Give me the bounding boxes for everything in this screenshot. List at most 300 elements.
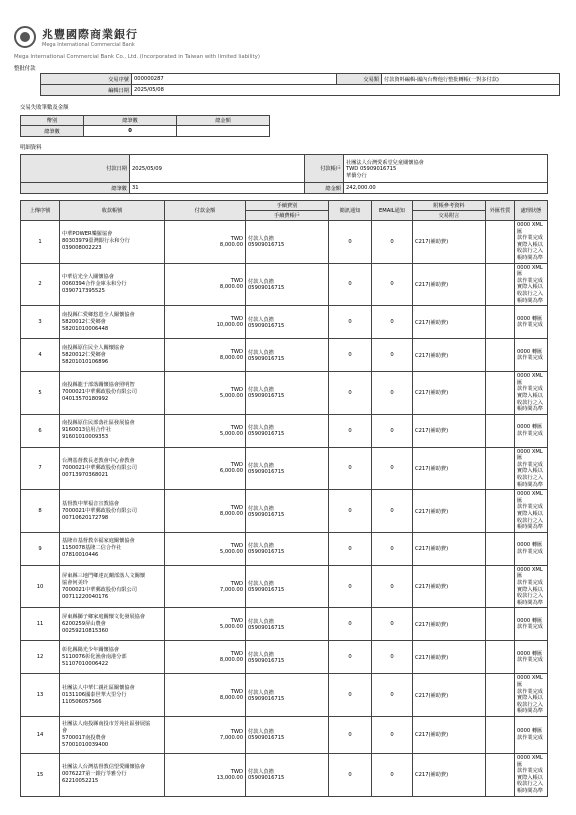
row-payee: [60, 753, 165, 796]
amount-value: 8,000.00: [219, 355, 243, 362]
payee-line: 7000021中華郵政股份有限公司: [62, 464, 137, 471]
status-line: 實際入帳以: [517, 392, 543, 399]
row-email: 0: [372, 532, 413, 565]
row-fee: [246, 447, 329, 490]
status-line: 款作業完成: [517, 430, 543, 437]
status-line: 收款行之入: [517, 290, 543, 297]
payee-line: 57001010039400: [62, 741, 109, 748]
row-payee: [60, 372, 165, 415]
txn-id-value: 000000287: [132, 74, 337, 85]
row-remit: [486, 414, 515, 447]
fee-type: 付款人負擔: [248, 651, 274, 658]
payee-line: 彰化縣陽光少年關懷協會: [62, 646, 120, 653]
fee-type: 付款人負擔: [248, 689, 274, 696]
status-line: 款作業完成: [517, 624, 543, 631]
row-memo: C217(補助費): [413, 221, 486, 264]
row-email: 0: [372, 753, 413, 796]
amount-value: 13,000.00: [216, 774, 243, 781]
payee-line: 110506057566: [62, 698, 102, 705]
status-line: 帳時間為準: [517, 524, 543, 531]
row-fee: [246, 414, 329, 447]
status-line: 0000 轉匯: [517, 348, 543, 355]
row-payee: [60, 339, 165, 372]
payee-line: 7000021中華郵政股份有限公司: [62, 586, 137, 593]
row-payee: [60, 447, 165, 490]
fail-row-count: 0: [84, 126, 177, 137]
detail-summary-table: [20, 154, 548, 194]
fee-account: 05909016715: [248, 735, 285, 742]
payee-line: 00710620172798: [62, 514, 109, 521]
amount-currency: TWD: [230, 580, 243, 587]
pay-date-label: 付款日期: [21, 155, 130, 183]
status-line: 收款行之入: [517, 781, 543, 788]
payer-account-value: [344, 155, 548, 183]
row-memo: C217(補助費): [413, 263, 486, 306]
status-line: 款作業完成: [517, 734, 543, 741]
row-email: 0: [372, 565, 413, 608]
row-sms: 0: [329, 674, 372, 717]
fee-type: 付款人負擔: [248, 729, 274, 736]
status-line: 帳時間為準: [517, 406, 543, 413]
col-fee-account: 手續費帳戶: [246, 211, 329, 221]
row-fee: [246, 641, 329, 674]
row-amount: [165, 565, 246, 608]
row-memo: C217(補助費): [413, 490, 486, 533]
row-email: 0: [372, 372, 413, 415]
status-line: 實際入帳以: [517, 695, 543, 702]
row-email: 0: [372, 716, 413, 753]
row-seq: 6: [21, 414, 60, 447]
fee-account: 05909016715: [248, 284, 285, 291]
row-seq: 14: [21, 716, 60, 753]
status-line: 款作業完成: [517, 688, 543, 695]
row-memo: C217(補助費): [413, 565, 486, 608]
payee-line: 5700017南投農會: [62, 734, 106, 741]
row-remit: [486, 565, 515, 608]
row-amount: [165, 372, 246, 415]
row-email: 0: [372, 221, 413, 264]
amount-value: 8,000.00: [219, 284, 243, 291]
fee-account: 05909016715: [248, 511, 285, 518]
table-row: [21, 641, 548, 674]
fee-account: 05909016715: [248, 775, 285, 782]
status-line: 0000 轉匯: [517, 424, 543, 431]
row-sms: 0: [329, 565, 372, 608]
row-remit: [486, 306, 515, 339]
status-line: 款作業完成: [517, 235, 543, 242]
row-payee: [60, 565, 165, 608]
payee-line: 6200259屏山農會: [62, 620, 106, 627]
status-line: 收款行之入: [517, 593, 543, 600]
row-amount: [165, 716, 246, 753]
payer-account-branch: 華僑分行: [346, 172, 367, 179]
status-line: 款作業完成: [517, 580, 543, 586]
fail-row-label: 總筆數: [21, 126, 84, 137]
fee-account: 05909016715: [248, 355, 285, 362]
amount-value: 7,000.00: [219, 586, 243, 593]
row-seq: 10: [21, 565, 60, 608]
row-fee: [246, 532, 329, 565]
row-email: 0: [372, 674, 413, 717]
col-email: EMAIL通知: [372, 201, 413, 221]
amount-value: 8,000.00: [219, 695, 243, 702]
total-count-label: 總筆數: [21, 183, 130, 194]
row-memo: C217(補助費): [413, 641, 486, 674]
row-payee: [60, 641, 165, 674]
row-memo: C217(補助費): [413, 532, 486, 565]
row-status: [515, 641, 548, 674]
row-payee: [60, 608, 165, 641]
row-amount: [165, 674, 246, 717]
row-memo: C217(補助費): [413, 372, 486, 415]
col-payee: 收款帳號: [60, 201, 165, 221]
row-seq: 11: [21, 608, 60, 641]
row-sms: 0: [329, 306, 372, 339]
payee-line: 0060394合作金庫永和分行: [62, 280, 127, 287]
row-payee: [60, 306, 165, 339]
row-status: [515, 608, 548, 641]
payee-line: 5820012仁愛鄉會: [62, 351, 106, 358]
fee-account: 05909016715: [248, 549, 285, 556]
row-status: [515, 565, 548, 608]
payee-line: 51107010006422: [62, 660, 109, 667]
row-memo: C217(補助費): [413, 674, 486, 717]
total-amount-value: 242,000.00: [344, 183, 548, 194]
status-line: 收款行之入: [517, 517, 543, 524]
row-seq: 4: [21, 339, 60, 372]
amount-value: 5,000.00: [219, 548, 243, 555]
table-row: [21, 674, 548, 717]
status-line: 帳時間為準: [517, 787, 543, 794]
table-row: [21, 490, 548, 533]
row-fee: [246, 339, 329, 372]
row-memo: C217(補助費): [413, 753, 486, 796]
amount-value: 8,000.00: [219, 511, 243, 518]
col-fee: 手續費別: [246, 201, 329, 211]
row-remit: [486, 263, 515, 306]
status-line: 實際入帳以: [517, 511, 543, 518]
row-seq: 9: [21, 532, 60, 565]
table-row: [21, 414, 548, 447]
row-sms: 0: [329, 608, 372, 641]
amount-currency: TWD: [230, 505, 243, 512]
status-line: 0000 XML匯: [517, 491, 543, 504]
payee-line: 80303979臺灣銀行永和分行: [62, 238, 130, 245]
col-sms: 簡訊通知: [329, 201, 372, 221]
payee-line: 00713970368021: [62, 471, 109, 478]
row-fee: [246, 263, 329, 306]
row-remit: [486, 716, 515, 753]
amount-value: 5,000.00: [219, 624, 243, 631]
row-seq: 5: [21, 372, 60, 415]
table-row: [21, 532, 548, 565]
amount-currency: TWD: [230, 542, 243, 549]
status-line: 帳時間為準: [517, 599, 543, 606]
row-fee: [246, 306, 329, 339]
status-line: 帳時間為準: [517, 254, 543, 261]
status-line: 0000 XML匯: [517, 448, 543, 462]
row-remit: [486, 339, 515, 372]
txn-id-label: 交易序號: [41, 74, 132, 85]
total-count-value: 31: [130, 183, 305, 194]
fee-type: 付款人負擔: [248, 581, 274, 588]
row-amount: [165, 447, 246, 490]
row-payee: [60, 414, 165, 447]
status-line: 款作業完成: [517, 322, 543, 329]
amount-value: 5,000.00: [219, 392, 243, 399]
row-seq: 15: [21, 753, 60, 796]
status-line: 實際入帳以: [517, 774, 543, 781]
payee-line: 91601010009353: [62, 434, 109, 441]
status-line: 款作業完成: [517, 277, 543, 284]
row-memo: C217(補助費): [413, 716, 486, 753]
status-line: 收款行之入: [517, 399, 543, 406]
payee-line: 0390717395525: [62, 287, 105, 294]
row-status: [515, 532, 548, 565]
fail-header-currency: 幣別: [21, 116, 84, 126]
amount-value: 8,000.00: [219, 241, 243, 248]
row-amount: [165, 608, 246, 641]
row-sms: 0: [329, 263, 372, 306]
payee-line: 58201010106896: [62, 358, 109, 365]
row-status: [515, 447, 548, 490]
row-fee: [246, 490, 329, 533]
col-amount: 付款金額: [165, 201, 246, 221]
fail-section-title: 交易失敗筆數及金額: [20, 105, 69, 111]
row-remit: [486, 490, 515, 533]
row-remit: [486, 447, 515, 490]
bank-name-cn: 兆豐國際商業銀行: [42, 28, 138, 41]
row-sms: 0: [329, 339, 372, 372]
row-remit: [486, 608, 515, 641]
fee-account: 05909016715: [248, 695, 285, 702]
amount-currency: TWD: [230, 689, 243, 696]
col-memo: 附帳參考資料: [413, 201, 486, 211]
row-payee: [60, 674, 165, 717]
row-sms: 0: [329, 532, 372, 565]
fee-account: 05909016715: [248, 242, 285, 249]
edit-date-label: 編輯日期: [41, 85, 132, 96]
payee-line: 5110076彰化漁會南港分部: [62, 653, 127, 660]
transaction-info-table: [40, 73, 560, 96]
amount-currency: TWD: [230, 728, 243, 735]
row-status: [515, 753, 548, 796]
status-line: 0000 轉匯: [517, 542, 543, 549]
status-line: 0000 XML匯: [517, 222, 543, 235]
payee-line: 社團法人南投縣南投市芳苑社區發展協: [62, 720, 151, 727]
payee-line: 南投縣原住民部落社區發展協會: [62, 420, 135, 427]
amount-value: 5,000.00: [219, 430, 243, 437]
row-sms: 0: [329, 221, 372, 264]
amount-value: 7,000.00: [219, 734, 243, 741]
row-memo: C217(補助費): [413, 447, 486, 490]
status-line: 帳時間為準: [517, 708, 543, 715]
row-remit: [486, 753, 515, 796]
row-seq: 2: [21, 263, 60, 306]
row-payee: [60, 263, 165, 306]
fee-type: 付款人負擔: [248, 425, 274, 432]
payee-line: 基督教中華福音宣教協會: [62, 500, 120, 507]
payee-line: 00711220040176: [62, 593, 109, 600]
payee-line: 基隆市基督教幸福家庭關懷協會: [62, 538, 135, 545]
payee-line: 屏東縣三地門鄉達瓦蘭部落人文關懷: [62, 572, 146, 579]
status-line: 0000 XML匯: [517, 675, 543, 688]
txn-type-label: 交易類: [337, 74, 382, 85]
row-fee: [246, 221, 329, 264]
status-line: 0000 轉匯: [517, 617, 543, 624]
row-amount: [165, 339, 246, 372]
payee-line: 台灣基督教長老教會中心會教會: [62, 457, 135, 464]
payee-line: 0076227第一銀行苓雅分行: [62, 771, 127, 778]
row-email: 0: [372, 263, 413, 306]
row-amount: [165, 306, 246, 339]
status-line: 帳時間為準: [517, 481, 543, 488]
row-sms: 0: [329, 490, 372, 533]
row-status: [515, 372, 548, 415]
amount-currency: TWD: [230, 462, 243, 469]
status-line: 0000 轉匯: [517, 315, 543, 322]
fail-header-count: 總筆數: [84, 116, 177, 126]
amount-value: 10,000.00: [216, 322, 243, 329]
row-sms: 0: [329, 414, 372, 447]
table-row: [21, 753, 548, 796]
row-payee: [60, 532, 165, 565]
payee-line: 協會何美玲: [62, 579, 88, 586]
status-line: 款作業完成: [517, 386, 543, 393]
row-status: [515, 339, 548, 372]
status-line: 0000 轉匯: [517, 728, 543, 735]
row-amount: [165, 490, 246, 533]
row-seq: 12: [21, 641, 60, 674]
fee-type: 付款人負擔: [248, 387, 274, 394]
amount-currency: TWD: [230, 424, 243, 431]
row-email: 0: [372, 339, 413, 372]
amount-currency: TWD: [230, 235, 243, 242]
row-amount: [165, 221, 246, 264]
txn-type-value: 付款資料編輯-國內台幣他行整批轉帳(一對多付款): [382, 74, 560, 85]
table-row: [21, 447, 548, 490]
payee-line: 社團法人中華仁親社區關懷協會: [62, 684, 135, 691]
col-remit: 外匯性質: [486, 201, 515, 221]
table-row: [21, 372, 548, 415]
payee-line: 社團法人台灣基督教信望愛關懷協會: [62, 764, 146, 771]
row-email: 0: [372, 447, 413, 490]
status-line: 款作業完成: [517, 548, 543, 555]
status-line: 款作業完成: [517, 504, 543, 511]
payee-line: 58201010006448: [62, 325, 109, 332]
amount-currency: TWD: [230, 349, 243, 356]
fee-account: 05909016715: [248, 322, 285, 329]
row-remit: [486, 532, 515, 565]
payee-line: 屏東縣獅子鄉家庭關懷文化發展協會: [62, 613, 146, 620]
payee-line: 7000021中華郵政股份有限公司: [62, 507, 137, 514]
table-row: [21, 716, 548, 753]
row-seq: 1: [21, 221, 60, 264]
payer-account-label: 付款帳戶: [305, 155, 344, 183]
fee-account: 05909016715: [248, 587, 285, 594]
row-remit: [486, 674, 515, 717]
row-fee: [246, 565, 329, 608]
row-memo: C217(補助費): [413, 339, 486, 372]
bank-emblem-icon: [14, 26, 36, 48]
fee-type: 付款人負擔: [248, 462, 274, 469]
row-payee: [60, 716, 165, 753]
payee-line: 7000021中華郵政股份有限公司: [62, 389, 137, 396]
total-amount-label: 總金額: [305, 183, 344, 194]
row-remit: [486, 372, 515, 415]
row-sms: 0: [329, 753, 372, 796]
col-status: 處理狀態: [515, 201, 548, 221]
table-row: [21, 608, 548, 641]
payee-line: 0131106國泰世華大里分行: [62, 691, 127, 698]
status-line: 款作業完成: [517, 657, 543, 664]
row-memo: C217(補助費): [413, 608, 486, 641]
row-seq: 8: [21, 490, 60, 533]
table-row: [21, 221, 548, 264]
table-row: [21, 339, 548, 372]
status-line: 0000 XML匯: [517, 566, 543, 580]
row-sms: 0: [329, 641, 372, 674]
col-seq: 上傳序號: [21, 201, 60, 221]
row-seq: 13: [21, 674, 60, 717]
table-row: [21, 306, 548, 339]
row-memo: C217(補助費): [413, 414, 486, 447]
status-line: 款作業完成: [517, 768, 543, 775]
payee-line: 中華信光全人關懷協會: [62, 273, 114, 280]
fee-type: 付款人負擔: [248, 769, 274, 776]
status-line: 實際入帳以: [517, 241, 543, 248]
row-email: 0: [372, 490, 413, 533]
payee-line: 會: [62, 727, 68, 734]
row-sms: 0: [329, 372, 372, 415]
row-sms: 0: [329, 716, 372, 753]
payee-line: 039008002223: [62, 245, 102, 252]
payee-line: 1150078基隆二信合作社: [62, 545, 122, 552]
fee-type: 付款人負擔: [248, 505, 274, 512]
payee-line: 中華POWER樂羅協會: [62, 231, 113, 238]
payer-account-name: 社團法人台灣愛系堂兒童關懷協會: [346, 159, 424, 166]
status-line: 帳時間為準: [517, 297, 543, 304]
bank-logo: [14, 26, 138, 48]
amount-currency: TWD: [230, 316, 243, 323]
row-fee: [246, 716, 329, 753]
fee-type: 付款人負擔: [248, 236, 274, 243]
col-memo-note: 交易附言: [413, 211, 486, 221]
fail-row-amount: [177, 126, 270, 137]
row-memo: C217(補助費): [413, 306, 486, 339]
payment-detail-table: [20, 200, 548, 797]
row-status: [515, 490, 548, 533]
payee-line: 5820012仁愛鄉會: [62, 318, 106, 325]
status-line: 款作業完成: [517, 461, 543, 468]
payee-line: 00259210815360: [62, 627, 109, 634]
row-fee: [246, 608, 329, 641]
row-email: 0: [372, 608, 413, 641]
payee-line: 南投縣仁愛鄉悠恩全人關懷協會: [62, 311, 135, 318]
fee-type: 付款人負擔: [248, 543, 274, 550]
row-amount: [165, 532, 246, 565]
section-header: 整批付款: [14, 66, 36, 72]
row-payee: [60, 490, 165, 533]
payee-line: 南投縣原住民全人關懷協會: [62, 344, 125, 351]
pay-date-value: 2025/05/09: [130, 155, 305, 183]
payee-line: 04013570180992: [62, 396, 109, 403]
row-email: 0: [372, 414, 413, 447]
status-line: 0000 XML匯: [517, 754, 543, 768]
fee-account: 05909016715: [248, 624, 285, 631]
fee-type: 付款人負擔: [248, 316, 274, 323]
fee-type: 付款人負擔: [248, 618, 274, 625]
